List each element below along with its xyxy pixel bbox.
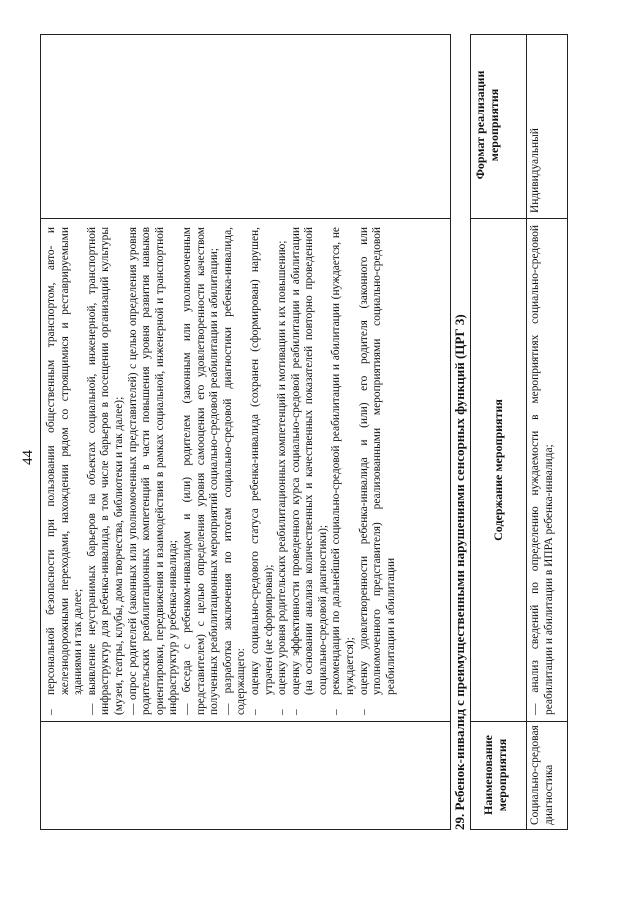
paragraph-text: оценку удовлетворенности ребенка-инвалида и (или) его родителя (законного или уполномоченного представителя) реализованными мероприятиями социально-средовой реабилитации и абилитации: [357, 227, 397, 695]
header-format: Формат реализации мероприятия: [473, 70, 501, 180]
paragraph-text: рекомендации по дальнейшей социально-средовой реабилитации и абилитации (нуждается, не нуждается);: [330, 227, 357, 695]
dash-marker: –: [248, 709, 261, 715]
content-paragraph: [45, 227, 86, 715]
content-paragraph: [358, 227, 399, 715]
paragraph-text: — беседа с ребенком-инвалидом и (или) родителем (законным или уполномоченным представителем) с целью определения уровня самооценки его удовлетворенности качеством полученных реабилитационных мероприятий социально-средовой реабилитации и абилитации;: [180, 227, 221, 715]
dash-marker: –: [45, 709, 57, 715]
paragraph-text: оценку уровня родительских реабилитационных компетенций и мотивации к их повышению;: [276, 240, 289, 695]
continuation-content-cell: [41, 219, 402, 721]
paragraph-text: персональной безопасности при пользовании общественным транспортом, авто- и железнодорожными переходами, нахождении рядом со строящимися и реставрируемыми зданиями и так далее;: [45, 227, 85, 695]
paragraph-text: — опрос родителей (законных или уполномоченных представителей) с целью определения уровня родительских реабилитационных компетенций в части повышения уровня развития навыков ориентировки, передвижения и взаимодействия в рамках социальной, инженерной и транспортной инфраструктур у ребенка-инвалида;: [126, 227, 180, 715]
section-title: 29. Ребенок-инвалид с преимущественными нарушениями сенсорных функций (ЦРГ 3): [452, 314, 467, 830]
dash-marker: –: [289, 709, 302, 715]
content-paragraph: [276, 227, 290, 715]
dash-marker: –: [330, 709, 343, 715]
content-paragraph: [330, 227, 357, 715]
paragraph-text: оценку эффективности проведенного курса социально-средовой реабилитации и абилитации (на основании анализа количественных и качественных показателей повторно проведенной социально-средовой диагностики);: [289, 227, 329, 695]
content-paragraph: [127, 227, 181, 715]
content-paragraph: [249, 227, 276, 715]
dash-marker: –: [357, 709, 370, 715]
column-divider: [471, 218, 567, 219]
column-divider: [471, 721, 567, 722]
content-paragraph: [86, 227, 127, 715]
continuation-table: [40, 34, 451, 830]
activity-table: [470, 34, 568, 830]
column-divider: [41, 721, 450, 722]
row-format: Индивидуальный: [529, 128, 541, 213]
content-paragraph: [222, 227, 249, 715]
content-paragraph: [181, 227, 222, 715]
row-divider: [526, 35, 527, 829]
page-number: 44: [20, 450, 36, 465]
dash-marker: –: [276, 709, 289, 715]
content-paragraph: [290, 227, 331, 715]
paragraph-text: оценку социально-средового статуса ребенка-инвалида (сохранен (сформирован) нарушен, утрачен (не сформирован);: [248, 227, 275, 695]
header-activity-content: Содержание мероприятия: [491, 399, 505, 541]
paragraph-text: — выявление неустранимых барьеров на объектах социальной, инженерной, транспортной инфраструктур для ребенка-инвалида, в том числе барьеров в посещении организаций культуры (музеи, театры, клубы, дома творчества, библиотеки и так далее);: [85, 227, 125, 715]
header-activity-name: Наименование мероприятия: [481, 735, 509, 815]
row-activity-name: Социально-средовая диагностика: [529, 725, 555, 825]
row-activity-content: — анализ сведений по определению нуждаемости в мероприятиях социально-средовой реабилитации и абилитации в ИПРА ребенка-инвалида;: [529, 225, 555, 715]
paragraph-text: — разработка заключения по итогам социально-средовой диагностики ребенка-инвалида, содержащего:: [221, 227, 248, 715]
